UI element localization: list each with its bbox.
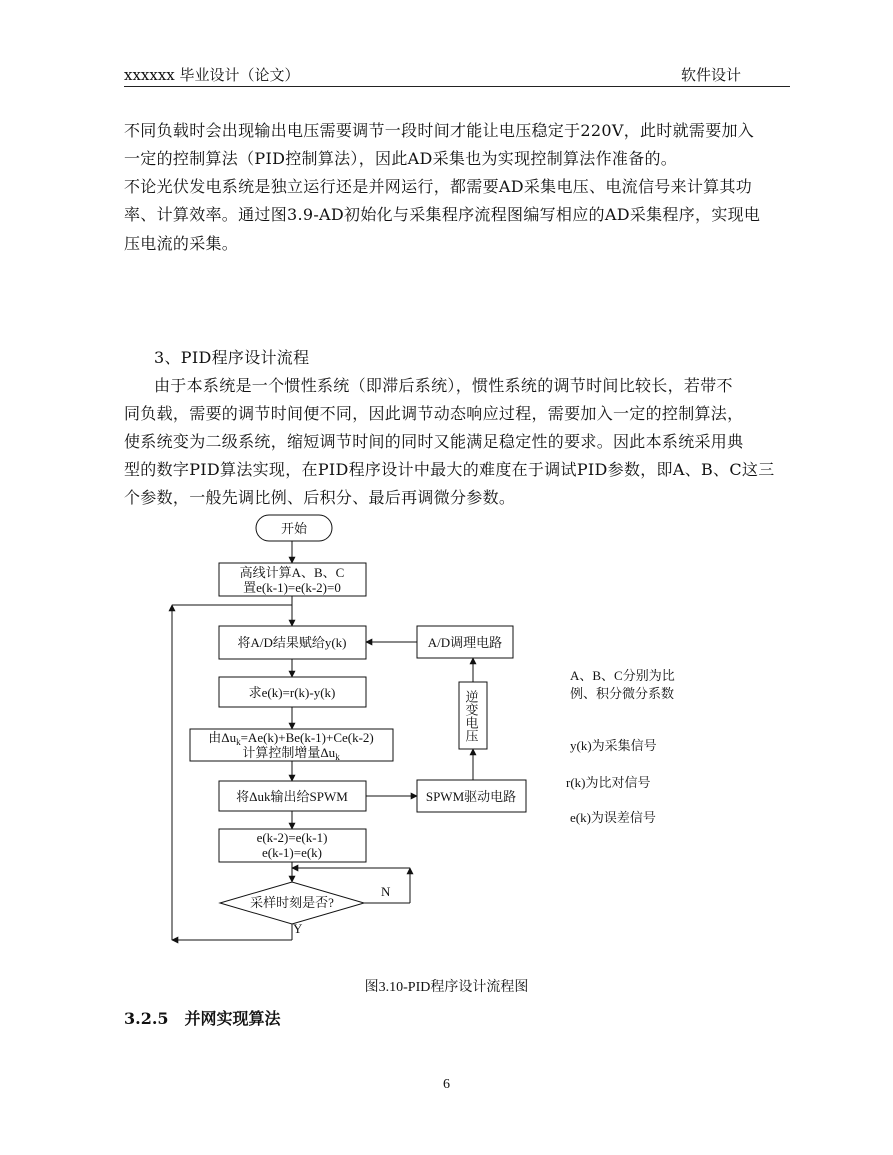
- section-heading: 3.2.5 并网实现算法: [124, 1009, 281, 1028]
- legend-line-2: 例、积分微分系数: [570, 686, 675, 701]
- init-label-2: 置e(k-1)=e(k-2)=0: [243, 580, 341, 595]
- delta-label-2: [242, 745, 340, 762]
- legend-line-1: A、B、C分别为比: [570, 668, 675, 683]
- figure-caption: 图3.10-PID程序设计流程图: [364, 980, 529, 995]
- yes-label: Y: [293, 921, 303, 936]
- output-label: 将Δuk输出给SPWM: [236, 789, 348, 804]
- header-right: 软件设计: [681, 66, 742, 84]
- header-left: xxxxxx 毕业设计（论文）: [124, 66, 300, 84]
- assign-label: 将A/D结果赋给y(k): [237, 635, 347, 650]
- legend-line-3: y(k)为采集信号: [570, 738, 657, 753]
- body-line-2: 一定的控制算法（PID控制算法），因此AD采集也为实现控制算法作准备的。: [124, 149, 678, 168]
- legend-line-5: e(k)为误差信号: [570, 810, 656, 825]
- no-label: N: [381, 884, 391, 899]
- start-label: 开始: [280, 521, 308, 536]
- inverter-label: 逆变电压: [463, 690, 479, 742]
- body-line-5: 压电流的采集。: [124, 234, 239, 253]
- para2-line-3: 使系统变为二级系统，缩短调节时间的同时又能满足稳定性的要求。因此本系统采用典: [124, 432, 744, 451]
- adc-label: A/D调理电路: [427, 635, 503, 650]
- para2-line-4: 型的数字PID算法实现，在PID程序设计中最大的难度在于调试PID参数，即A、B、C这三: [124, 460, 775, 479]
- init-label-1: 高线计算A、B、C: [239, 565, 345, 580]
- shift-label-1: e(k-2)=e(k-1): [256, 830, 328, 845]
- legend-line-4: r(k)为比对信号: [566, 775, 651, 790]
- shift-label-2: e(k-1)=e(k): [261, 845, 323, 860]
- spwm-label: SPWM驱动电路: [425, 789, 517, 804]
- delta-label-1b: =Ae(k)+Be(k-1)+Ce(k-2): [240, 730, 374, 745]
- para2-line-5: 个参数，一般先调比例、后积分、最后再调微分参数。: [124, 488, 516, 507]
- body-line-3: 不论光伏发电系统是独立运行还是并网运行，都需要AD采集电压、电流信号来计算其功: [124, 177, 753, 196]
- decision-label: 采样时刻是否?: [250, 895, 334, 910]
- error-label: 求e(k)=r(k)-y(k): [248, 685, 336, 700]
- delta-label-2a: 计算控制增量Δu: [242, 745, 336, 760]
- para2-line-1: 由于本系统是一个惯性系统（即滞后系统），惯性系统的调节时间比较长，若带不: [154, 376, 733, 395]
- body-line-1: 不同负载时会出现输出电压需要调节一段时间才能让电压稳定于220V，此时就需要加入: [124, 121, 755, 140]
- delta-sub-2: k: [335, 752, 340, 762]
- delta-sub-1: k: [236, 737, 241, 747]
- page-number: 6: [443, 1077, 450, 1092]
- para2-line-2: 同负载，需要的调节时间便不同，因此调节动态响应过程，需要加入一定的控制算法，: [124, 404, 744, 423]
- subheading: 3、PID程序设计流程: [154, 348, 310, 367]
- body-line-4: 率、计算效率。通过图3.9-AD初始化与采集程序流程图编写相应的AD采集程序，实现电: [124, 205, 761, 224]
- delta-label-1a: 由Δu: [208, 730, 237, 745]
